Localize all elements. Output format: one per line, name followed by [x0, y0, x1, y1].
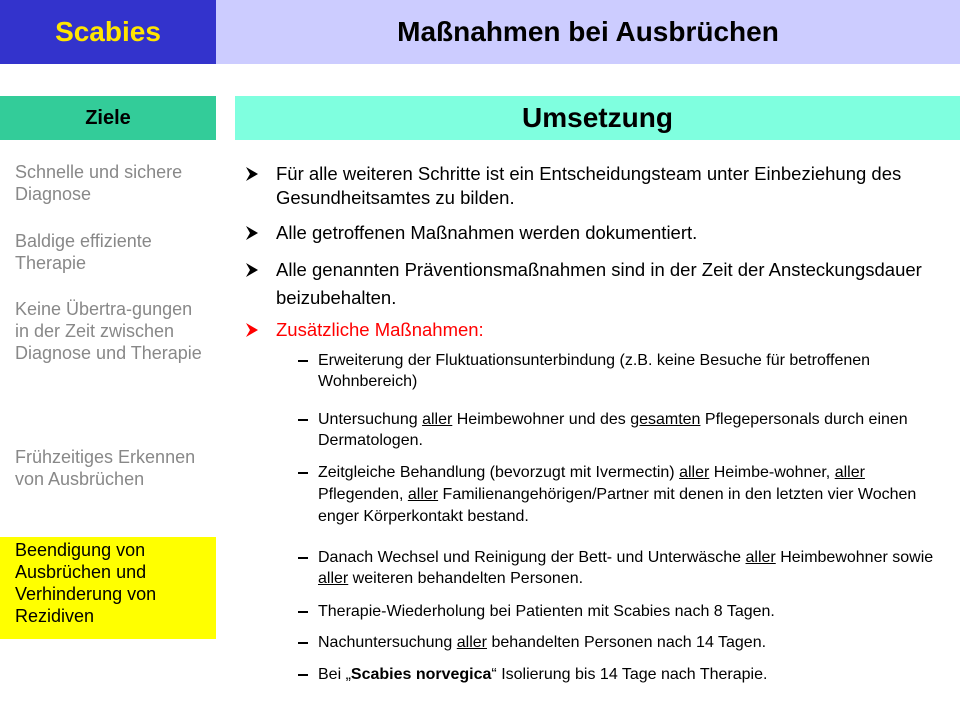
sub-bullet-text: Therapie-Wiederholung bei Patienten mit Scabies nach 8 Tagen. — [318, 603, 775, 620]
sub-bullet-text: Erweiterung der Fluktuationsunterbindung (z.B. keine Besuche für betroffenen Wohnbereich) — [318, 352, 871, 390]
bullet-text: Alle genannten Präventionsmaßnahmen sind in der Zeit der Ansteckungsdauer beizubehalten. — [276, 259, 922, 308]
dash-bullet-icon — [298, 557, 308, 559]
goal-item: Baldige effiziente Therapie — [15, 231, 152, 273]
sub-bullet-text: Zeitgleiche Behandlung (bevorzugt mit Ivermectin) aller Heimbe-wohner, aller Pflegenden, aller Familienangehörigen/Partner mit denen in den letzten vier Wochen enger Körperkontakt bestand. — [318, 464, 917, 525]
dash-bullet-icon — [298, 419, 308, 421]
goal-item-label: Beendigung von Ausbrüchen und Verhinderung von Rezidiven — [15, 540, 157, 626]
arrow-bullet-icon — [244, 166, 260, 182]
section-title: Scabies — [0, 0, 216, 64]
bullet-text: Für alle weiteren Schritte ist ein Entscheidungsteam unter Einbeziehung des Gesundheitsamtes zu bilden. — [276, 163, 902, 208]
sub-bullet-text: Nachuntersuchung aller behandelten Personen nach 14 Tagen. — [318, 634, 767, 651]
umsetzung-heading: Umsetzung — [235, 96, 960, 140]
slide-title: Maßnahmen bei Ausbrüchen — [216, 0, 960, 64]
sub-bullet-text: Untersuchung aller Heimbewohner und des gesamten Pflegepersonals durch einen Dermatologen. — [318, 411, 908, 449]
goal-item: Schnelle und sichere Diagnose — [15, 162, 183, 204]
goal-item: Frühzeitiges Erkennen von Ausbrüchen — [15, 447, 196, 489]
arrow-bullet-icon — [244, 225, 260, 241]
ziele-heading: Ziele — [0, 96, 216, 140]
arrow-bullet-icon — [244, 262, 260, 278]
arrow-bullet-icon — [244, 322, 260, 338]
sub-bullet-text: Bei „Scabies norvegica“ Isolierung bis 14 Tage nach Therapie. — [318, 666, 768, 683]
bullet-text: Zusätzliche Maßnahmen: — [276, 319, 484, 340]
dash-bullet-icon — [298, 611, 308, 613]
dash-bullet-icon — [298, 674, 308, 676]
sub-bullet-text: Danach Wechsel und Reinigung der Bett- und Unterwäsche aller Heimbewohner sowie aller weiteren behandelten Personen. — [318, 549, 934, 587]
goal-item: Keine Übertra-gungen in der Zeit zwischen Diagnose und Therapie — [15, 299, 202, 363]
dash-bullet-icon — [298, 360, 308, 362]
dash-bullet-icon — [298, 472, 308, 474]
bullet-text: Alle getroffenen Maßnahmen werden dokumentiert. — [276, 222, 698, 243]
dash-bullet-icon — [298, 642, 308, 644]
goal-item-active — [0, 537, 216, 639]
